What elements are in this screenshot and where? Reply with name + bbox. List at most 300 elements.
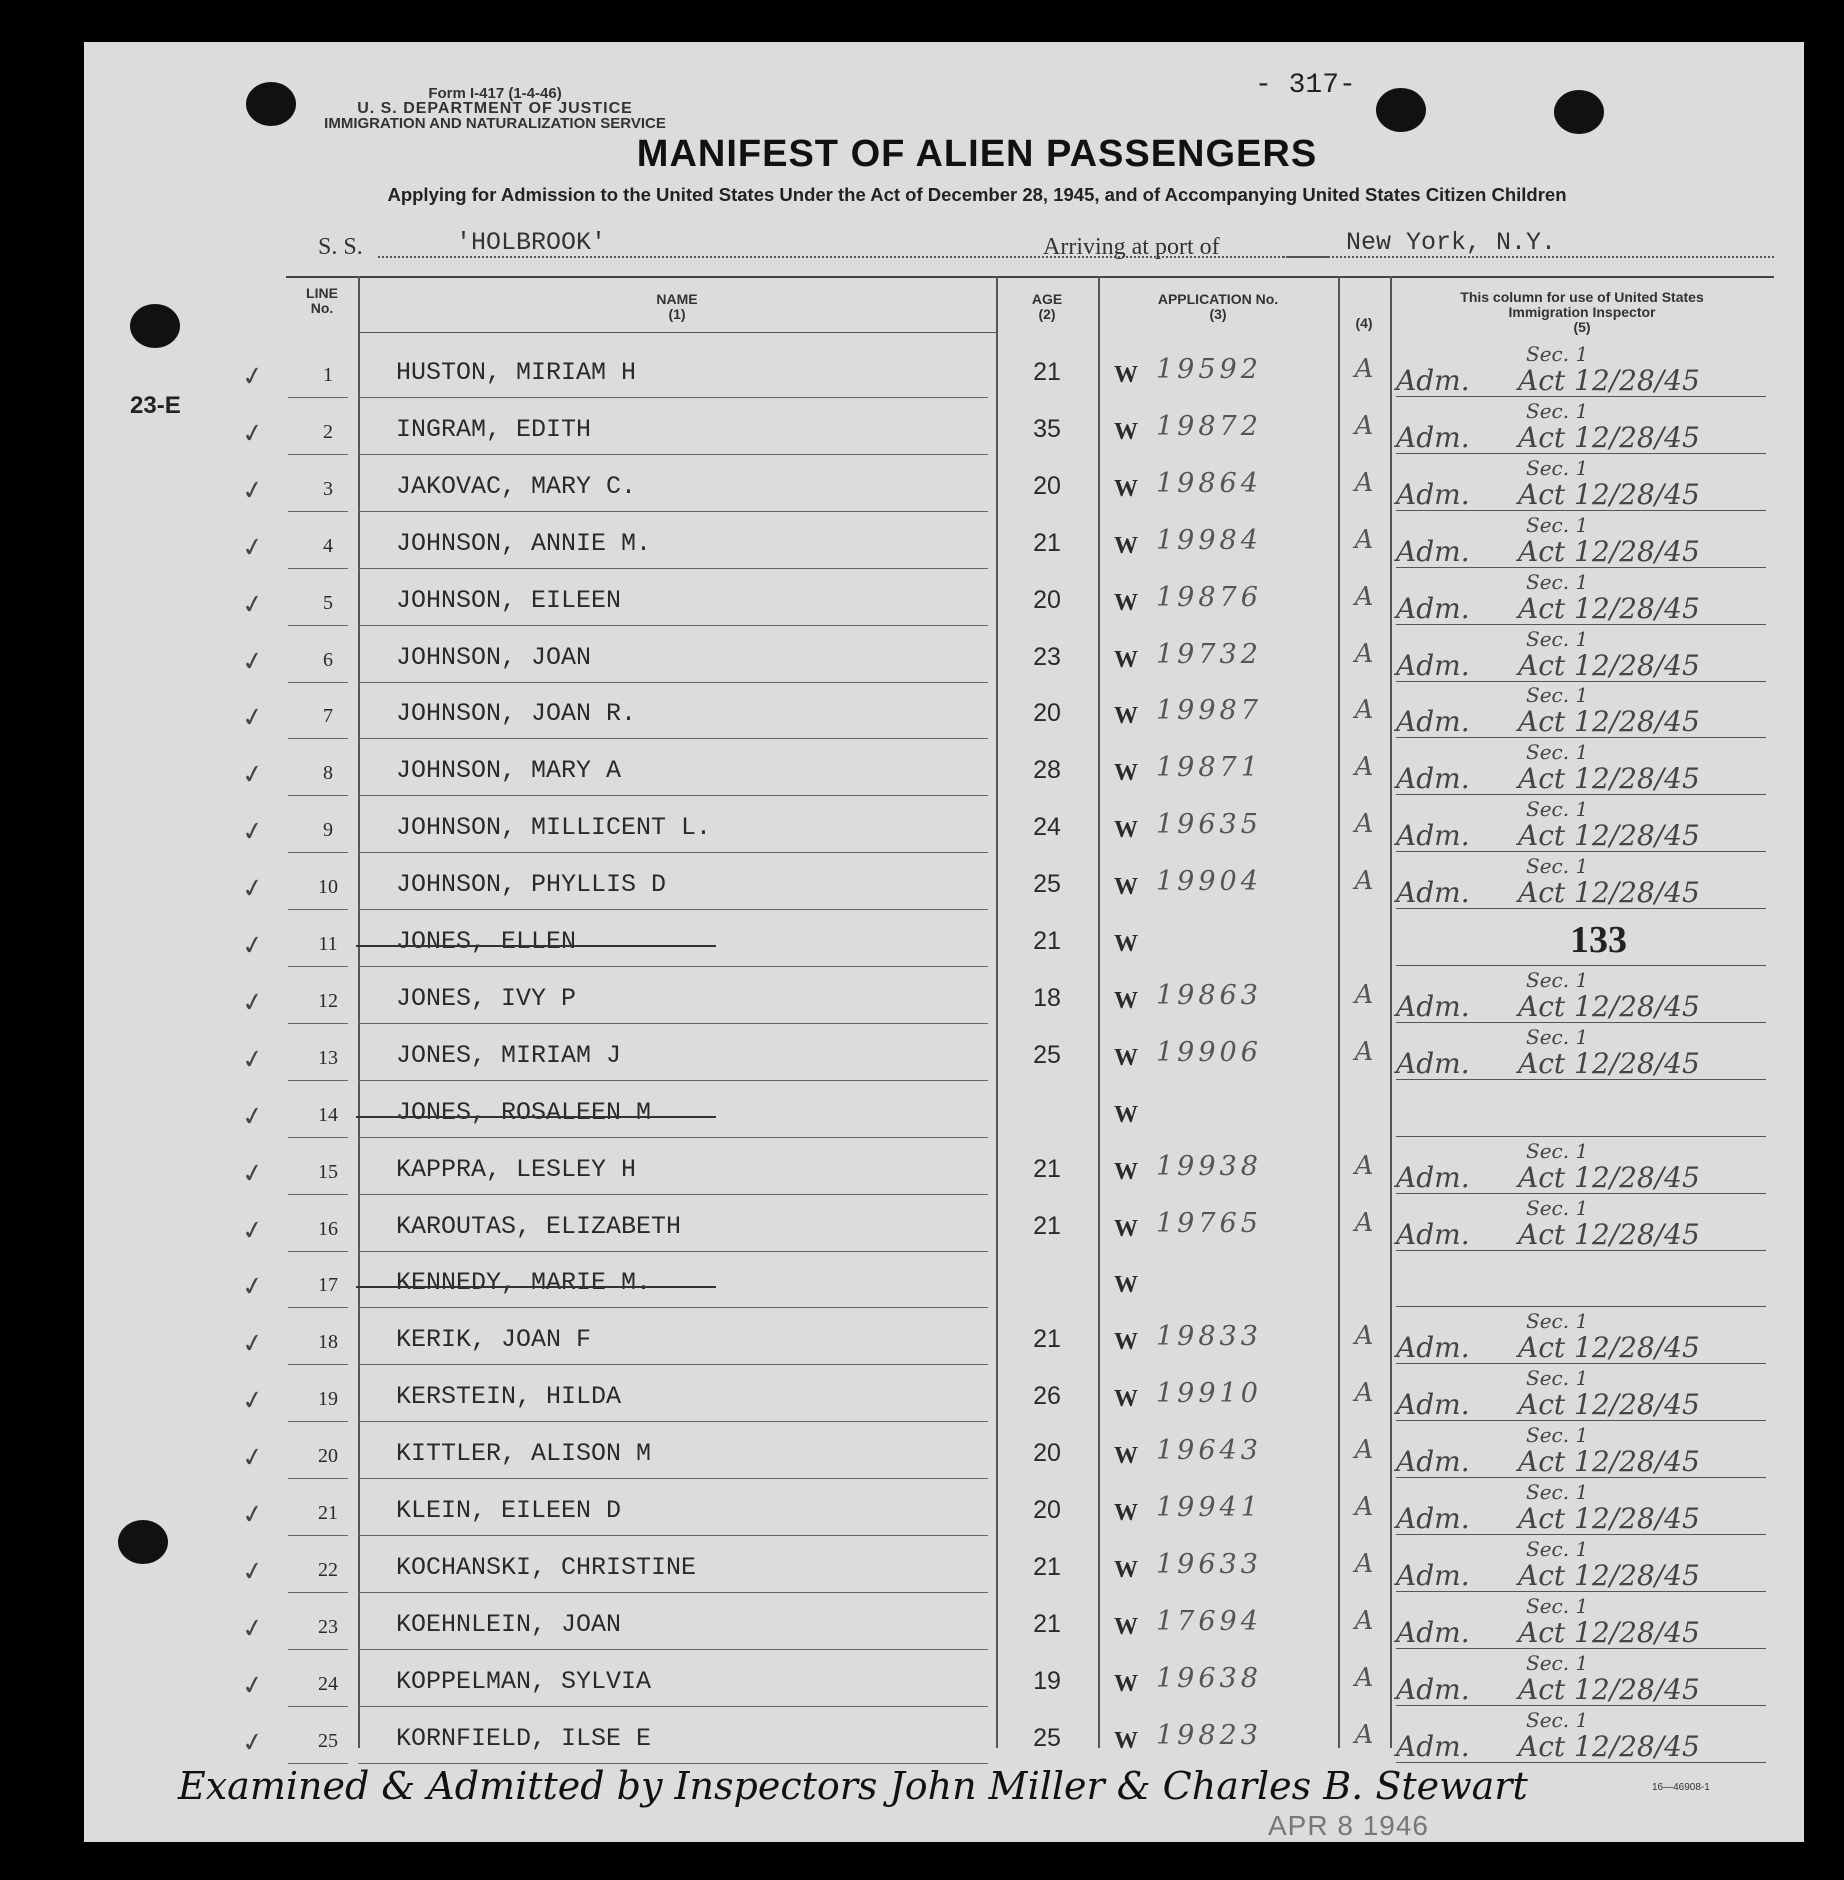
line-number: 8 — [323, 762, 333, 785]
section-note: Sec. 1 — [1526, 1366, 1589, 1391]
application-prefix: W — [1114, 1329, 1138, 1356]
punch-hole — [118, 1520, 168, 1564]
row-rule — [358, 1421, 988, 1422]
section-note: Sec. 1 — [1526, 683, 1589, 708]
table-row — [239, 398, 1774, 456]
check-mark-icon: ✓ — [239, 929, 267, 963]
application-prefix: W — [1114, 1215, 1138, 1242]
admitted-note: Adm. — [1396, 1502, 1470, 1535]
line-number: 14 — [318, 1103, 338, 1126]
row-rule — [288, 1137, 348, 1138]
admitted-note: Adm. — [1396, 819, 1470, 853]
row-rule — [358, 625, 988, 626]
check-mark-icon: ✓ — [239, 872, 267, 906]
row-rule — [358, 1194, 988, 1195]
table-row — [239, 740, 1774, 797]
check-mark-icon: ✓ — [239, 1270, 267, 1305]
passenger-name: KAROUTAS, ELIZABETH — [396, 1211, 682, 1241]
admitted-note: Adm. — [1396, 1046, 1470, 1080]
line-number: 17 — [318, 1274, 338, 1297]
inspector-rule — [1396, 510, 1766, 511]
passenger-age: 20 — [1033, 699, 1061, 728]
act-note: Act 12/28/45 — [1518, 1388, 1700, 1422]
check-mark-icon: ✓ — [239, 644, 267, 679]
passenger-age: 21 — [1033, 1211, 1061, 1240]
passenger-age: 28 — [1033, 756, 1061, 785]
row-rule — [288, 1364, 348, 1365]
passenger-name: JOHNSON, ANNIE M. — [396, 528, 652, 558]
inspector-entry — [1396, 455, 1766, 512]
inspector-entry — [1396, 1254, 1766, 1308]
inspector-rule — [1396, 1534, 1766, 1535]
col-header-text: AGE — [1031, 291, 1063, 307]
line-number: 2 — [323, 420, 333, 443]
passenger-age: 21 — [1033, 1609, 1061, 1638]
status-code: A — [1354, 809, 1374, 840]
admitted-note: Adm. — [1396, 1217, 1470, 1251]
passenger-name: KENNEDY, MARIE M. — [396, 1268, 652, 1298]
date-stamp: APR 8 1946 — [1268, 1810, 1429, 1841]
application-prefix: W — [1114, 1101, 1138, 1128]
act-note: Act 12/28/45 — [1518, 591, 1700, 625]
inspector-entry — [1396, 742, 1766, 796]
passenger-age: 21 — [1033, 927, 1061, 955]
passenger-name: JONES, IVY P — [396, 983, 577, 1013]
row-rule — [288, 1307, 348, 1308]
act-note: Act 12/28/45 — [1518, 364, 1700, 397]
line-number: 20 — [318, 1445, 338, 1468]
form-header — [310, 86, 680, 131]
table-row — [239, 1650, 1774, 1708]
table-row — [239, 626, 1774, 684]
application-number: 17694 — [1156, 1605, 1262, 1637]
inspector-entry — [1396, 626, 1766, 683]
table-row — [239, 1309, 1774, 1366]
line-number: 15 — [318, 1160, 338, 1183]
row-rule — [358, 1137, 988, 1138]
act-note: Act 12/28/45 — [1518, 420, 1700, 454]
table-row — [239, 683, 1774, 740]
punch-hole — [130, 304, 180, 348]
act-note: Act 12/28/45 — [1518, 989, 1700, 1023]
strike-line — [356, 1116, 716, 1118]
application-number: 19864 — [1156, 467, 1262, 499]
passenger-age: 23 — [1033, 642, 1061, 671]
ship-label: S. S. — [318, 234, 363, 260]
admitted-note: Adm. — [1396, 648, 1470, 682]
passenger-age: 21 — [1033, 358, 1061, 386]
inspector-entry — [1396, 1138, 1766, 1195]
application-prefix: W — [1114, 418, 1138, 445]
col-header-text: (5) — [1573, 319, 1591, 335]
page-number: - 317- — [1255, 70, 1356, 101]
passenger-name: KLEIN, EILEEN D — [396, 1496, 622, 1525]
check-mark-icon: ✓ — [239, 1043, 267, 1077]
application-prefix: W — [1114, 362, 1138, 388]
row-rule — [358, 1649, 988, 1650]
act-note: Act 12/28/45 — [1518, 1558, 1700, 1592]
section-note: Sec. 1 — [1526, 797, 1589, 822]
inspector-entry — [1396, 1707, 1766, 1764]
admitted-note: Adm. — [1396, 1445, 1470, 1479]
application-prefix: W — [1114, 1500, 1138, 1526]
line-number: 21 — [318, 1502, 338, 1524]
col-header-text: No. — [310, 300, 334, 316]
application-number: 19910 — [1156, 1378, 1262, 1410]
inspector-rule — [1396, 681, 1766, 682]
passenger-age: 25 — [1033, 870, 1061, 899]
table-row — [239, 1593, 1774, 1651]
row-rule — [358, 1706, 988, 1707]
passenger-name: JOHNSON, JOAN R. — [396, 699, 637, 729]
act-note: Act 12/28/45 — [1518, 876, 1700, 910]
status-code: A — [1354, 467, 1374, 498]
passenger-age: 21 — [1033, 1325, 1061, 1354]
section-note: Sec. 1 — [1526, 398, 1589, 423]
passenger-age: 19 — [1033, 1666, 1061, 1695]
line-number: 5 — [323, 591, 333, 614]
inspector-rule — [1396, 737, 1766, 738]
table-row — [239, 1480, 1774, 1537]
section-note: Sec. 1 — [1526, 1593, 1589, 1618]
application-number: 19876 — [1156, 581, 1262, 613]
admitted-note: Adm. — [1396, 989, 1470, 1023]
application-number: 19643 — [1156, 1435, 1262, 1467]
admitted-note: Adm. — [1396, 1160, 1470, 1194]
table-row — [239, 455, 1774, 513]
table-row — [239, 1366, 1774, 1423]
act-note: Act 12/28/45 — [1518, 762, 1700, 796]
application-prefix: W — [1114, 475, 1138, 502]
form-code: 16—46908-1 — [1652, 1782, 1710, 1793]
row-rule — [288, 1706, 348, 1707]
application-prefix: W — [1114, 646, 1138, 673]
col-header-application — [1098, 292, 1338, 322]
status-code: A — [1354, 1492, 1374, 1522]
section-note: Sec. 1 — [1526, 1024, 1589, 1049]
check-mark-icon: ✓ — [239, 417, 267, 451]
status-code: A — [1354, 1207, 1374, 1238]
ship-info — [318, 228, 1774, 264]
line-number: 11 — [318, 933, 338, 955]
status-code: A — [1354, 354, 1374, 384]
application-prefix: W — [1114, 1044, 1138, 1071]
section-note: Sec. 1 — [1526, 1138, 1589, 1163]
section-note: Sec. 1 — [1526, 1309, 1589, 1334]
line-number: 24 — [318, 1672, 338, 1695]
row-rule — [358, 1535, 988, 1536]
inspector-rule — [1396, 1420, 1766, 1421]
row-rule — [358, 1023, 988, 1024]
col-header-text: (3) — [1209, 306, 1227, 322]
line-number: 10 — [318, 876, 338, 899]
col-header-text: APPLICATION No. — [1157, 291, 1279, 307]
inspector-rule — [1396, 1306, 1766, 1307]
check-mark-icon: ✓ — [239, 986, 267, 1020]
admitted-note: Adm. — [1396, 1388, 1470, 1422]
punch-hole — [1554, 90, 1604, 134]
application-prefix: W — [1114, 1727, 1138, 1754]
inspector-rule — [1396, 1193, 1766, 1194]
inspector-entry — [1396, 1425, 1766, 1479]
row-rule — [358, 1251, 988, 1252]
act-note: Act 12/28/45 — [1518, 1046, 1700, 1080]
col-header-name — [358, 292, 996, 322]
table-row — [239, 1138, 1774, 1196]
passenger-age: 18 — [1033, 983, 1061, 1012]
inspector-rule — [1396, 1363, 1766, 1364]
act-note: Act 12/28/45 — [1518, 705, 1700, 739]
punch-hole — [1376, 88, 1426, 132]
application-prefix: W — [1114, 760, 1138, 787]
row-rule — [288, 795, 348, 796]
passenger-name: KOEHNLEIN, JOAN — [396, 1609, 622, 1639]
check-mark-icon: ✓ — [239, 1327, 267, 1361]
row-rule — [358, 795, 988, 796]
col-header-text: Immigration Inspector — [1508, 304, 1656, 320]
check-mark-icon: ✓ — [239, 1725, 267, 1760]
admitted-note: Adm. — [1396, 1615, 1470, 1649]
check-mark-icon: ✓ — [239, 474, 267, 508]
passenger-name: KITTLER, ALISON M — [396, 1439, 652, 1469]
col-header-text: (1) — [668, 306, 686, 322]
line-number: 23 — [318, 1615, 338, 1638]
line-number: 18 — [318, 1331, 338, 1354]
status-code: A — [1354, 1321, 1374, 1352]
inspector-rule — [1396, 851, 1766, 852]
inspector-entry — [1396, 512, 1766, 569]
inspector-rule — [1396, 1250, 1766, 1251]
application-prefix: W — [1114, 1670, 1138, 1697]
table-row — [239, 1082, 1774, 1139]
passenger-name: JOHNSON, PHYLLIS D — [396, 870, 667, 900]
col-header-text: (2) — [1038, 306, 1056, 322]
inspector-rule — [1396, 1591, 1766, 1592]
status-code: A — [1354, 1150, 1374, 1181]
strike-line — [356, 945, 716, 947]
status-code: A — [1354, 524, 1374, 555]
line-number: 3 — [323, 477, 333, 500]
check-mark-icon: ✓ — [239, 360, 267, 394]
row-rule — [358, 966, 988, 967]
inspector-entry — [1396, 799, 1766, 853]
line-number: 16 — [318, 1217, 338, 1240]
act-note: Act 12/28/45 — [1518, 1217, 1700, 1251]
inspector-entry — [1396, 1593, 1766, 1650]
application-prefix: W — [1114, 1556, 1138, 1583]
status-code: A — [1354, 581, 1374, 612]
act-note: Act 12/28/45 — [1518, 1445, 1700, 1479]
col-header-text: NAME — [656, 291, 698, 307]
inspector-rule — [1396, 396, 1766, 397]
port-name: New York, N.Y. — [1346, 228, 1557, 257]
side-mark: 23-E — [130, 392, 181, 419]
check-mark-icon: ✓ — [239, 1498, 267, 1532]
col-header-age — [996, 292, 1098, 322]
application-number: 19904 — [1156, 866, 1262, 898]
table-row — [239, 569, 1774, 627]
application-prefix: W — [1114, 532, 1138, 559]
section-note: Sec. 1 — [1526, 1707, 1589, 1732]
inspector-rule — [1396, 1705, 1766, 1706]
admitted-note: Adm. — [1396, 876, 1470, 910]
admitted-note: Adm. — [1396, 364, 1470, 397]
table-row — [239, 797, 1774, 854]
table-row — [239, 512, 1774, 570]
line-number: 12 — [318, 989, 338, 1012]
table-row — [239, 1423, 1774, 1480]
inspector-entry — [1396, 967, 1766, 1024]
passenger-age: 21 — [1033, 1552, 1061, 1581]
act-note: Act 12/28/45 — [1518, 1729, 1700, 1763]
row-rule — [358, 1307, 988, 1308]
inspector-rule — [1396, 908, 1766, 909]
row-rule — [358, 454, 988, 455]
page-title: MANIFEST OF ALIEN PASSENGERS — [636, 133, 1318, 175]
passenger-age: 35 — [1033, 414, 1061, 443]
act-note: Act 12/28/45 — [1518, 1331, 1700, 1365]
check-mark-icon: ✓ — [239, 1156, 267, 1191]
admitted-note: Adm. — [1396, 1558, 1470, 1592]
table-row — [239, 854, 1774, 911]
application-number: 19833 — [1156, 1321, 1262, 1353]
application-number: 19906 — [1156, 1036, 1262, 1068]
admitted-note: Adm. — [1396, 1729, 1470, 1763]
application-prefix: W — [1114, 1272, 1138, 1299]
admitted-note: Adm. — [1396, 477, 1470, 511]
passenger-name: JONES, ELLEN — [396, 927, 577, 956]
col-header-text: LINE — [306, 285, 338, 301]
row-rule — [358, 852, 988, 853]
passenger-age: 21 — [1033, 1154, 1061, 1183]
section-note: Sec. 1 — [1526, 740, 1589, 765]
application-prefix: W — [1114, 1386, 1138, 1413]
admitted-note: Adm. — [1396, 1331, 1470, 1365]
admitted-note: Adm. — [1396, 705, 1470, 739]
inspector-rule — [1396, 1136, 1766, 1137]
inspector-entry — [1396, 856, 1766, 910]
application-number: 19941 — [1156, 1492, 1262, 1523]
act-note: Act 12/28/45 — [1518, 1160, 1700, 1194]
row-rule — [288, 1194, 348, 1195]
row-rule — [288, 682, 348, 683]
check-mark-icon: ✓ — [239, 1555, 267, 1589]
application-prefix: W — [1114, 874, 1138, 901]
section-note: Sec. 1 — [1526, 1195, 1589, 1220]
passenger-age: 20 — [1033, 471, 1061, 500]
section-note: Sec. 1 — [1526, 1536, 1589, 1561]
status-code: A — [1354, 1435, 1374, 1466]
col-header-4: (4) — [1355, 315, 1373, 331]
passenger-age: 26 — [1033, 1382, 1061, 1411]
port-label: Arriving at port of — [1043, 234, 1220, 260]
application-number: 19987 — [1156, 695, 1262, 727]
line-number: 25 — [318, 1729, 338, 1752]
application-prefix: W — [1114, 1613, 1138, 1640]
inspector-entry — [1396, 569, 1766, 626]
inspector-rule — [1396, 1079, 1766, 1080]
inspector-rule — [1396, 624, 1766, 625]
application-prefix: W — [1114, 703, 1138, 730]
section-note: Sec. 1 — [1526, 512, 1589, 537]
status-code: A — [1354, 979, 1374, 1010]
passenger-name: JOHNSON, JOAN — [396, 642, 592, 672]
application-prefix: W — [1114, 1443, 1138, 1470]
check-mark-icon: ✓ — [239, 531, 267, 565]
section-note: Sec. 1 — [1526, 854, 1589, 879]
passenger-name: JOHNSON, EILEEN — [396, 585, 622, 615]
row-rule — [288, 738, 348, 739]
row-rule — [358, 682, 988, 683]
row-rule — [288, 966, 348, 967]
line-number: 1 — [323, 364, 333, 386]
application-number: 19638 — [1156, 1662, 1262, 1694]
row-rule — [288, 568, 348, 569]
passenger-name: KOPPELMAN, SYLVIA — [396, 1666, 652, 1696]
inspector-entry — [1396, 1482, 1766, 1536]
status-code: A — [1354, 866, 1374, 897]
inspector-entry — [1396, 685, 1766, 739]
examination-note: Examined & Admitted by Inspectors John Miller & Charles B. Stewart — [178, 1764, 1528, 1808]
application-number: 19938 — [1156, 1150, 1262, 1182]
col-header-inspector — [1390, 290, 1774, 335]
act-note: Act 12/28/45 — [1518, 1615, 1700, 1649]
application-prefix: W — [1114, 1158, 1138, 1185]
table-row — [239, 1536, 1774, 1594]
row-rule — [288, 909, 348, 910]
section-note: Sec. 1 — [1526, 455, 1589, 480]
application-number: 19633 — [1156, 1548, 1262, 1580]
passenger-age: 21 — [1033, 528, 1061, 557]
check-mark-icon: ✓ — [239, 1100, 267, 1134]
row-rule — [358, 1478, 988, 1479]
table-row — [239, 1707, 1774, 1765]
inspector-rule — [1396, 1648, 1766, 1649]
row-rule — [358, 511, 988, 512]
passenger-age: 25 — [1033, 1723, 1061, 1752]
row-rule — [288, 1535, 348, 1536]
inspector-rule — [1396, 1477, 1766, 1478]
passenger-name: KERIK, JOAN F — [396, 1325, 592, 1355]
col-header-line — [286, 286, 358, 316]
passenger-age: 20 — [1033, 1439, 1061, 1468]
strike-line — [356, 1286, 716, 1288]
ship-name: 'HOLBROOK' — [456, 228, 607, 257]
row-rule — [358, 738, 988, 739]
application-prefix: W — [1114, 931, 1138, 957]
inspector-entry — [1396, 1311, 1766, 1365]
line-number: 19 — [318, 1388, 338, 1411]
application-number: 19984 — [1156, 524, 1262, 556]
application-number: 19765 — [1156, 1207, 1262, 1239]
row-rule — [288, 454, 348, 455]
act-note: Act 12/28/45 — [1518, 477, 1700, 511]
admitted-note: Adm. — [1396, 591, 1470, 625]
check-mark-icon: ✓ — [239, 701, 267, 736]
passenger-name: KAPPRA, LESLEY H — [396, 1154, 637, 1184]
application-number: 19592 — [1156, 354, 1262, 385]
application-number: 19635 — [1156, 809, 1262, 841]
check-mark-icon: ✓ — [239, 587, 267, 622]
check-mark-icon: ✓ — [239, 1669, 267, 1703]
inspector-entry — [1396, 398, 1766, 455]
section-note: Sec. 1 — [1526, 1650, 1589, 1675]
act-note: Act 12/28/45 — [1518, 1672, 1700, 1706]
row-rule — [358, 397, 988, 398]
section-note: Sec. 1 — [1526, 569, 1589, 594]
table-row — [239, 911, 1774, 968]
punch-hole — [246, 82, 296, 126]
